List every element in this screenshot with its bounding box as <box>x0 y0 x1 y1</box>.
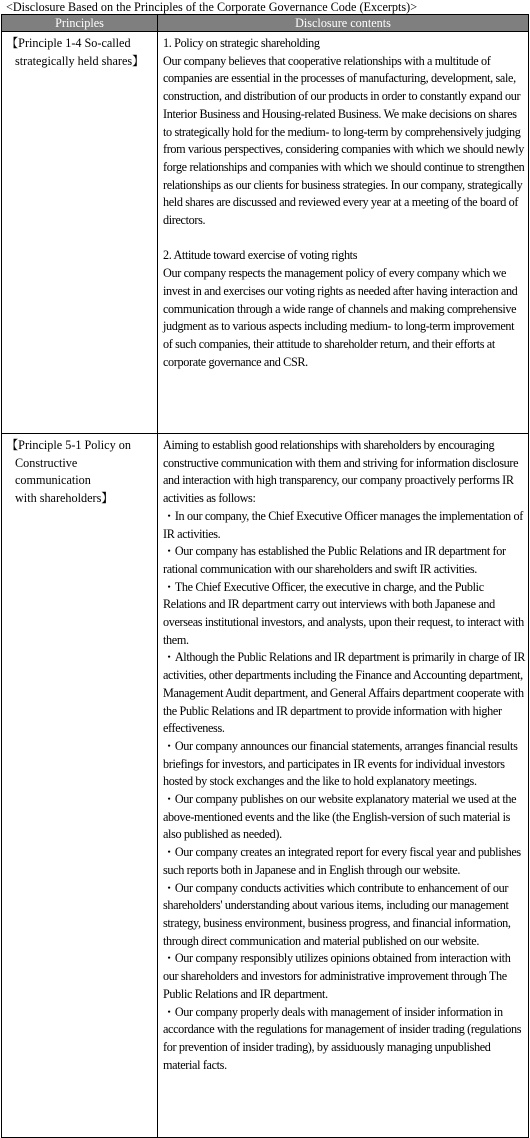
principle-cell <box>2 434 158 1138</box>
principle-title-line: 【Principle 5-1 Policy on <box>6 438 131 452</box>
disclosure-cell <box>158 434 529 1138</box>
disclosure-bullet: ・Our company responsibly utilizes opinions obtained from interaction with our shareholders and investors for administrative improvement through The Public Relations and IR department. <box>163 951 511 1001</box>
disclosure-bullet: ・Our company publishes on our website explanatory material we used at the above-mentioned events and the like (the English-version of such material is also published as needed). <box>163 792 517 842</box>
disclosure-cell <box>158 32 529 434</box>
disclosure-bullet: ・Our company properly deals with management of insider information in accordance with the regulations for management of insider trading (regulations for prevention of insider trading), by assiduously managing unpublished material facts. <box>163 1004 522 1072</box>
disclosure-bullet: ・The Chief Executive Officer, the executive in charge, and the Public Relations and IR department carry out interviews with both Japanese and overseas institutional investors, and analysts, upon their request, to interact with them. <box>163 579 524 647</box>
principle-title-line: with shareholders】 <box>15 491 114 506</box>
disclosure-bullet: ・Our company creates an integrated report for every fiscal year and publishes such reports both in Japanese and in English through our website. <box>163 845 521 877</box>
disclosure-paragraph: Aiming to establish good relationships with shareholders by encouraging constructive communication with them and striving for information disclosure and interaction with high transparency, our company proactively performs IR activities as follows: <box>163 438 519 506</box>
disclosure-heading: 2. Attitude toward exercise of voting rights <box>163 248 358 263</box>
principle-title-line: Constructive <box>15 455 78 470</box>
table-header-row <box>2 15 529 32</box>
table-caption: <Disclosure Based on the Principles of the Corporate Governance Code (Excerpts)> <box>6 0 418 14</box>
disclosure-bullet: ・Our company conducts activities which contribute to enhancement of our shareholders' understanding about various items, including our management strategy, business environment, business progress, and financial information, through direct communication and material published on our website. <box>163 880 511 948</box>
disclosure-paragraph: Our company believes that cooperative relationships with a multitude of companies are essential in the processes of manufacturing, development, sale, construction, and distribution of our products in order to constantly expand our Interior Business and Housing-related Business. We make decisions on shares to strategically hold for the medium- to long-term by comprehensively judging from various perspectives, considering companies with which we should newly forge relationships and companies with which we should continue to strengthen relationships as our clients for business strategies. In our company, strategically held shares are discussed and reviewed every year at a meeting of the board of directors. <box>163 53 525 228</box>
principle-cell <box>2 32 158 434</box>
disclosure-bullet: ・Our company announces our financial statements, arranges financial results briefings for investors, and participates in IR events for individual investors hosted by stock exchanges and the like to hold explanatory meetings. <box>163 738 518 789</box>
disclosure-heading: 1. Policy on strategic shareholding <box>163 36 320 50</box>
disclosure-bullet: ・Although the Public Relations and IR department is primarily in charge of IR activities, other departments including the Finance and Accounting department, Management Audit department, and General Affairs department cooperate with the Public Relations and IR department to provide information with higher effectiveness. <box>163 650 526 736</box>
header-principles: Principles <box>2 15 158 32</box>
principle-title-line: communication <box>15 473 91 488</box>
table-row <box>2 434 529 1138</box>
disclosure-bullet: ・Our company has established the Public Relations and IR department for rational communication with our shareholders and swift IR activities. <box>163 544 506 576</box>
header-disclosure-contents: Disclosure contents <box>158 15 529 32</box>
table-row <box>2 32 529 434</box>
governance-disclosure-table <box>1 14 529 1138</box>
disclosure-bullet: ・In our company, the Chief Executive Officer manages the implementation of IR activities. <box>163 508 523 541</box>
disclosure-paragraph: Our company respects the management policy of every company which we invest in and exercises our voting rights as needed after having interaction and communication through a wide range of channels and making comprehensive judgment as to various aspects including medium- to long-term improvement of such companies, their attitude to shareholder return, and their efforts at corporate governance and CSR. <box>163 266 518 369</box>
paragraph-spacer <box>163 230 526 248</box>
principle-title-line: 【Principle 1-4 So-called <box>6 36 131 50</box>
principle-title-line: strategically held shares】 <box>15 53 145 68</box>
